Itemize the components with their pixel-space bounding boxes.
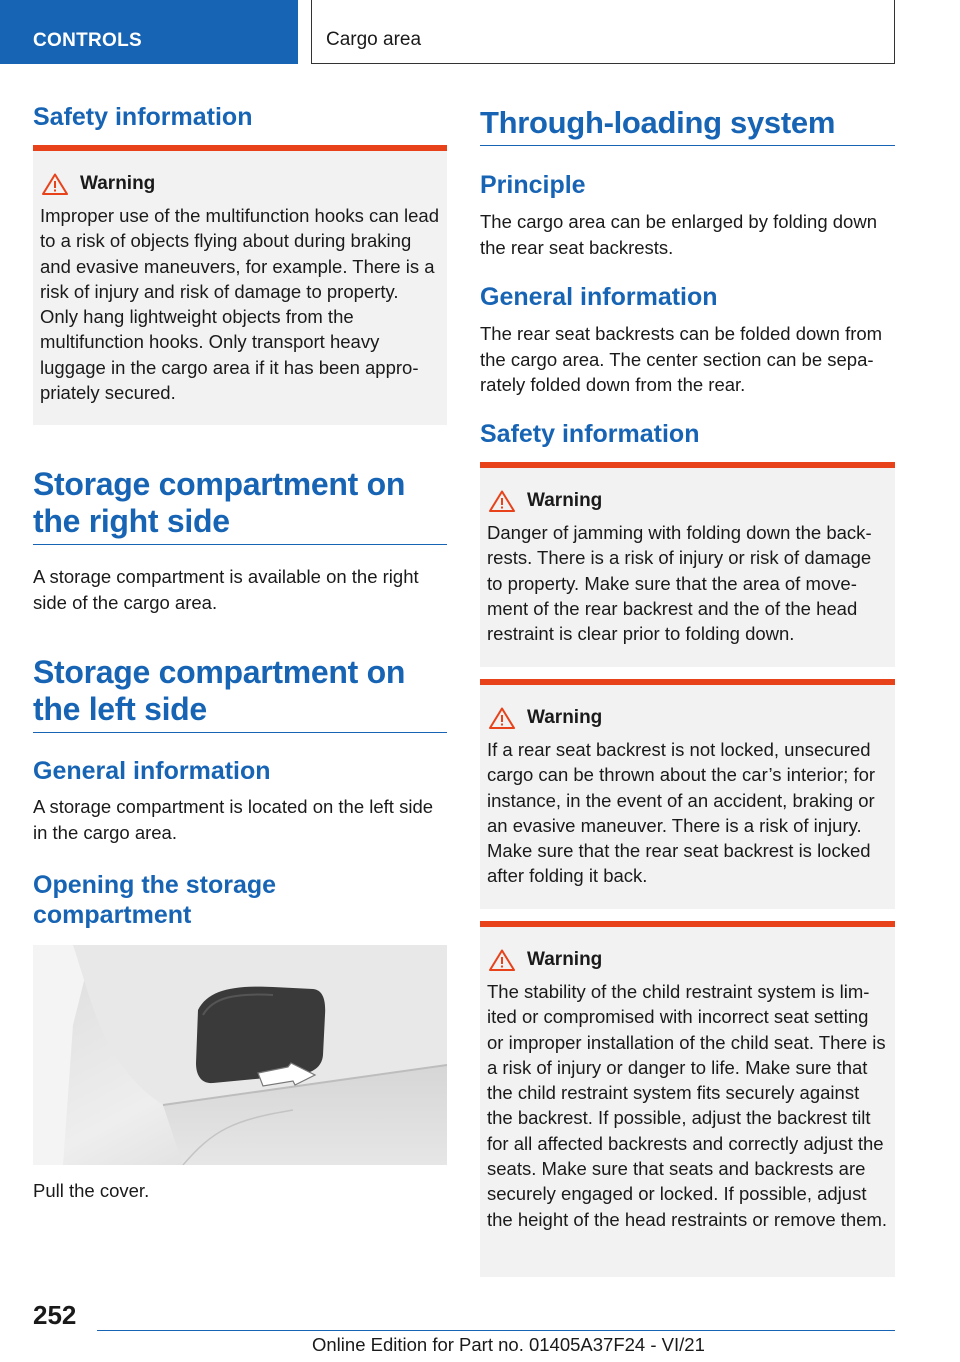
warning-title: Warning <box>527 949 603 970</box>
warning-text: Danger of jamming with folding down the backrests. There is a risk of injury or risk of damage to property. Make sure that the area of movement of the rear backrest and the of the head restraint is clear prior to folding down. <box>487 522 872 645</box>
photo-caption: Pull the cover. <box>33 1180 150 1201</box>
warning-text: If a rear seat backrest is not locked, unsecured cargo can be thrown about the car’s interior; for instance, in the event of an accident, braking or an evasive maneuver. There is a risk of injury. Make sure that the rear seat backrest is locked after folding it back. <box>487 739 876 887</box>
principle-heading: Principle <box>480 171 586 199</box>
warning-box-hooks <box>33 145 447 425</box>
header-section-label: CONTROLS <box>33 30 143 51</box>
through-loading-heading: Through-loading system <box>480 104 895 146</box>
storage-left-heading: Storage compartment on the left side <box>33 654 447 733</box>
general-info-text-right: The rear seat backrests can be folded down from the cargo area. The center section can be separately folded down from the rear. <box>480 323 883 395</box>
principle-text: The cargo area can be enlarged by folding down the rear seat backrests. <box>480 211 877 258</box>
opening-heading: Opening the storage compartment <box>33 871 277 929</box>
storage-right-heading: Storage compartment on the right side <box>33 466 447 545</box>
warning-box-jamming <box>480 462 895 667</box>
warning-triangle-icon <box>489 949 515 971</box>
storage-right-text: A storage compartment is available on the right side of the cargo area. <box>33 566 419 613</box>
warning-text: Improper use of the multifunction hooks can lead to a risk of objects flying about during braking and evasive maneuvers, for example. There is a risk of injury and risk of damage to property. Only hang lightweight objects from the multifunction hooks. Only transport heavy luggage in the cargo area if it has been appropriately secured. <box>40 205 440 404</box>
warning-box-unlocked-backrest <box>480 679 895 909</box>
warning-title: Warning <box>80 173 156 194</box>
header-section-tab <box>0 0 298 64</box>
general-info-heading-right: General information <box>480 283 718 311</box>
safety-info-heading: Safety information <box>33 103 253 131</box>
safety-info-heading-right: Safety information <box>480 420 700 448</box>
warning-triangle-icon <box>489 490 515 512</box>
warning-triangle-icon <box>42 173 68 195</box>
page-number: 252 <box>33 1300 77 1330</box>
header-chapter-box <box>311 0 895 64</box>
general-info-heading: General information <box>33 757 271 785</box>
warning-box-child-restraint <box>480 921 895 1277</box>
storage-compartment-illustration <box>33 945 447 1165</box>
footer-divider <box>97 1330 895 1331</box>
general-info-text: A storage compartment is located on the left side in the cargo area. <box>33 796 434 843</box>
warning-text: The stability of the child restraint system is limited or compromised with incorrect seat setting or improper installation of the child seat. There is a risk of injury or danger to life. Make sure that the child restraint system fits securely against the backrest. If possible, adjust the backrest tilt for all affected backrests and correctly adjust the seats. Make sure that seats and backrests are securely engaged or locked. If possible, adjust the height of the head restraints or remove them. <box>487 981 888 1230</box>
warning-triangle-icon <box>489 707 515 729</box>
footer-edition: Online Edition for Part no. 01405A37F24 - VI/21 <box>312 1334 705 1355</box>
header-chapter-label: Cargo area <box>326 29 422 50</box>
warning-title: Warning <box>527 490 603 511</box>
storage-compartment-photo <box>33 945 447 1165</box>
warning-title: Warning <box>527 707 603 728</box>
